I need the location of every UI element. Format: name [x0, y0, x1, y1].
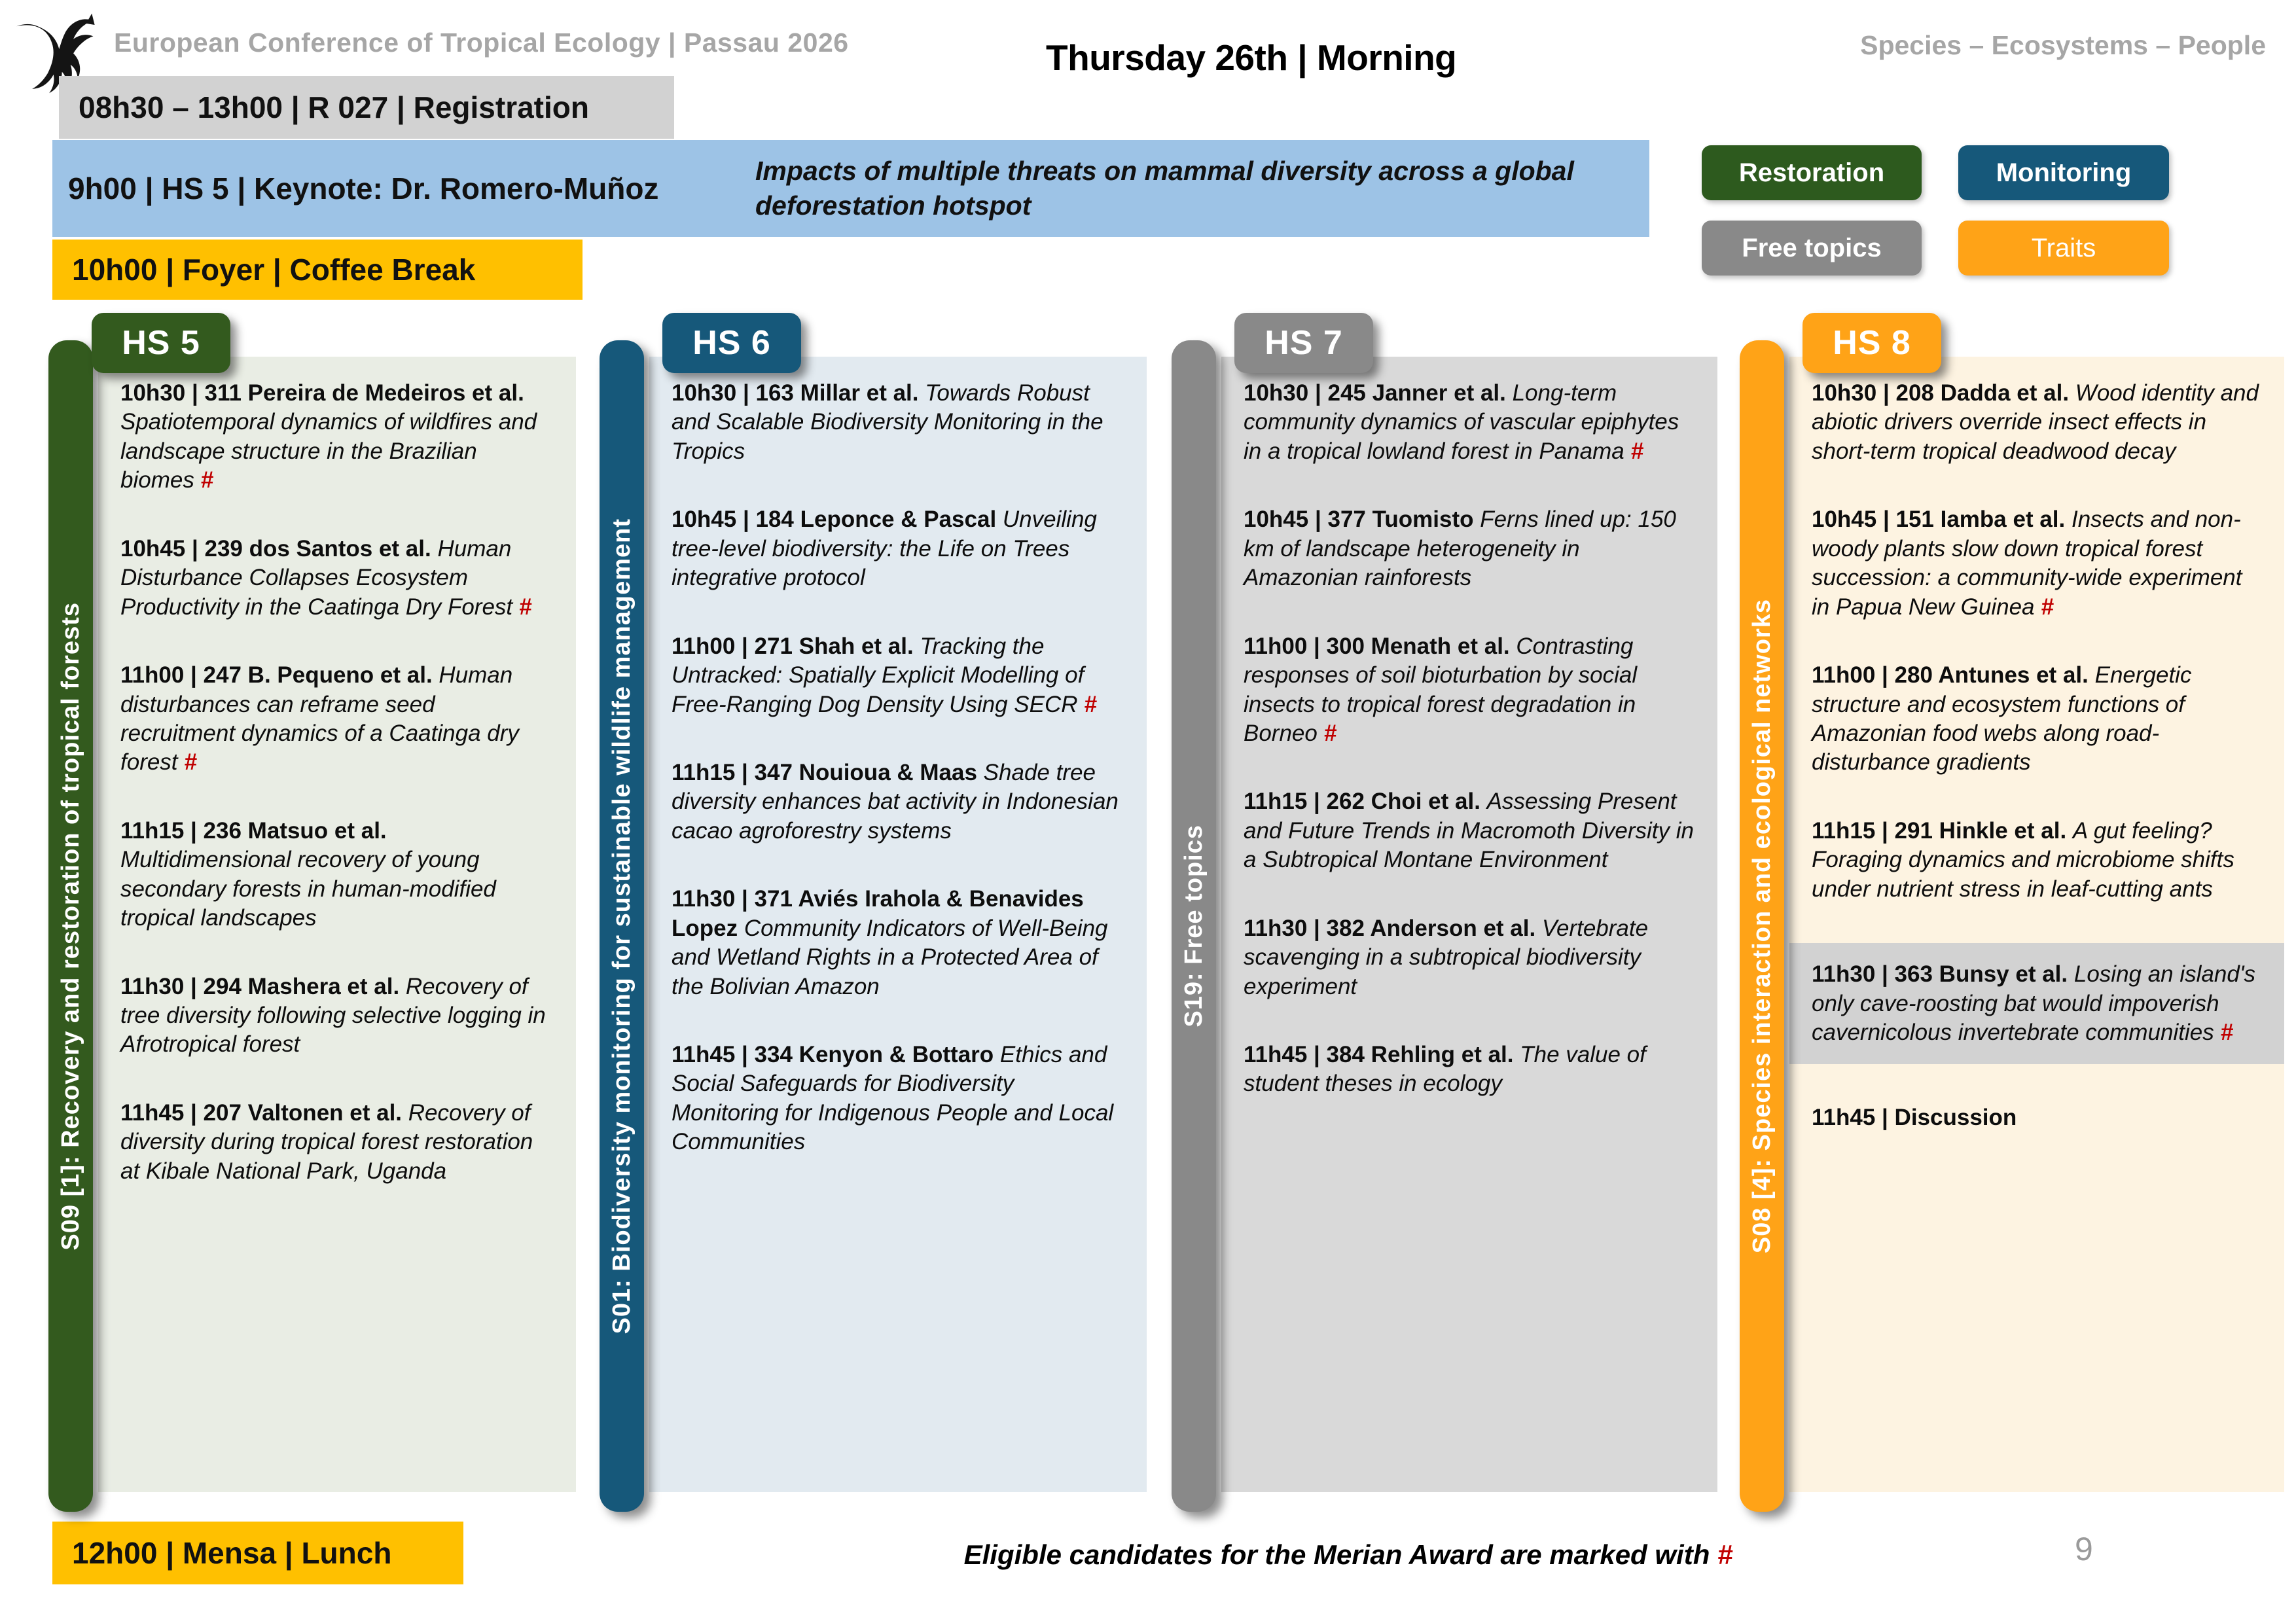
talk-time-authors: 10h45 | 151 Iamba et al.: [1812, 507, 2066, 533]
talk-title: Recovery of tree diversity following selective logging in Afrotropical forest: [120, 973, 546, 1058]
talk-title: Human Disturbance Collapses Ecosystem Productivity in the Caatinga Dry Forest: [120, 535, 513, 620]
session-sidebar-hs5: [48, 340, 93, 1512]
talk-entry: [1812, 817, 2262, 904]
award-hash-symbol: #: [1717, 1539, 1733, 1570]
talk-title: Spatiotemporal dynamics of wildfires and landscape structure in the Brazilian biomes: [120, 409, 537, 493]
talk-title: Ethics and Social Safeguards for Biodiversity Monitoring for Indigenous People and Local Communities: [672, 1042, 1114, 1155]
talk-entry: [120, 379, 554, 495]
merian-award-note: [864, 1539, 1833, 1571]
talk-title: Multidimensional recovery of young secondary forests in human-modified tropical landscapes: [120, 847, 496, 931]
room-tab-hs6: HS 6: [662, 313, 801, 373]
talk-entry: [120, 1099, 554, 1186]
talks-panel-hs6: [649, 357, 1147, 1492]
session-sidebar-hs7: [1172, 340, 1216, 1512]
talk-entry: [672, 505, 1124, 592]
page-number: 9: [2075, 1531, 2093, 1567]
talk-entry: [1789, 943, 2284, 1064]
talk-entry: [120, 972, 554, 1060]
keynote-bar: [52, 140, 1649, 237]
talk-entry: [1812, 505, 2262, 622]
merian-award-mark: #: [1077, 691, 1097, 717]
talk-time-authors: 11h45 | 384 Rehling et al.: [1244, 1042, 1514, 1067]
talk-time-authors: 11h30 | 294 Mashera et al.: [120, 973, 400, 999]
talk-time-authors: 10h45 | 377 Tuomisto: [1244, 507, 1474, 533]
talk-time-authors: 10h30 | 208 Dadda et al.: [1812, 380, 2070, 406]
talk-time-authors: 11h45 | 334 Kenyon & Bottaro: [672, 1042, 994, 1067]
talk-title: Shade tree diversity enhances bat activity in Indonesian cacao agroforestry systems: [672, 759, 1119, 844]
conference-title: European Conference of Tropical Ecology | Passau 2026: [114, 27, 849, 58]
talk-time-authors: 11h00 | 280 Antunes et al.: [1812, 662, 2089, 688]
session-label: S19: Free topics: [1179, 825, 1208, 1027]
merian-award-mark: #: [177, 749, 197, 776]
talk-title: Towards Robust and Scalable Biodiversity Monitoring in the Tropics: [672, 380, 1103, 464]
talk-time-authors: 10h45 | 184 Leponce & Pascal: [672, 507, 997, 533]
talk-title: Recovery of diversity during tropical forest restoration at Kibale National Park, Uganda: [120, 1099, 533, 1184]
talk-title: Wood identity and abiotic drivers override insect effects in short-term tropical deadwood decay: [1812, 380, 2259, 464]
session-sidebar-hs8: [1740, 340, 1784, 1512]
talk-entry: [672, 758, 1124, 846]
talk-entry: [1244, 505, 1695, 592]
talk-title: Insects and non-woody plants slow down tropical forest succession: a community-wide experiment in Papua New Guinea: [1812, 507, 2242, 620]
session-sidebar-hs6: [600, 340, 644, 1512]
coffee-break-bar: 10h00 | Foyer | Coffee Break: [52, 240, 583, 300]
legend-free-topics: Free topics: [1702, 221, 1922, 276]
talk-title: Vertebrate scavenging in a subtropical biodiversity experiment: [1244, 915, 1649, 999]
talk-entry: [672, 885, 1124, 1001]
legend-restoration: Restoration: [1702, 145, 1922, 200]
keynote-talk-title: Impacts of multiple threats on mammal diversity across a global deforestation hotspot: [755, 155, 1574, 221]
talk-title: Unveiling tree-level biodiversity: the Life on Trees integrative protocol: [672, 507, 1097, 591]
talk-time-authors: 10h30 | 311 Pereira de Medeiros et al.: [120, 380, 524, 406]
talk-entry: [1244, 787, 1695, 874]
talk-entry: [120, 661, 554, 777]
session-label: S01: Biodiversity monitoring for sustainable wildlife management: [607, 518, 636, 1334]
talk-time-authors: 11h00 | 247 B. Pequeno et al.: [120, 662, 433, 688]
session-label: S09 [1]: Recovery and restoration of tropical forests: [56, 601, 84, 1251]
talk-time-authors: 11h30 | 363 Bunsy et al.: [1812, 961, 2068, 988]
talk-title: Contrasting responses of soil bioturbation by social insects to tropical forest degradation in Borneo: [1244, 633, 1638, 746]
talk-time-authors: 11h15 | 262 Choi et al.: [1244, 789, 1480, 815]
talk-time-authors: 10h30 | 163 Millar et al.: [672, 380, 919, 406]
talk-time-authors: 11h00 | 271 Shah et al.: [672, 633, 914, 659]
talk-entry: [672, 632, 1124, 719]
session-label: S08 [4]: Species interaction and ecological networks: [1748, 598, 1776, 1254]
merian-award-mark: #: [512, 594, 532, 620]
legend-monitoring: Monitoring: [1958, 145, 2169, 200]
talk-entry: [1812, 1103, 2262, 1132]
talks-panel-hs8: [1789, 357, 2284, 1492]
talk-title: Long-term community dynamics of vascular epiphytes in a tropical lowland forest in Panama: [1244, 380, 1679, 464]
talk-entry: [1244, 632, 1695, 749]
talk-time-authors: 11h30 | 371 Aviés Irahola & Benavides Lopez: [672, 886, 1084, 941]
room-tab-hs5: HS 5: [92, 313, 230, 373]
lunch-bar: 12h00 | Mensa | Lunch: [52, 1522, 463, 1584]
keynote-label: 9h00 | HS 5 | Keynote: Dr. Romero-Muñoz: [68, 171, 659, 205]
legend-traits: Traits: [1958, 221, 2169, 276]
talk-time-authors: 11h00 | 300 Menath et al.: [1244, 633, 1510, 659]
page-title: Thursday 26th | Morning: [1046, 37, 1457, 78]
talk-title: Ferns lined up: 150 km of landscape heterogeneity in Amazonian rainforests: [1244, 507, 1676, 591]
talk-time-authors: 11h15 | 291 Hinkle et al.: [1812, 817, 2067, 844]
conference-tagline: Species – Ecosystems – People: [1860, 30, 2266, 60]
talk-entry: [1812, 661, 2262, 777]
talk-time-authors: 11h30 | 382 Anderson et al.: [1244, 915, 1536, 941]
talk-entry: [672, 1041, 1124, 1157]
merian-award-mark: #: [1317, 720, 1337, 746]
talk-entry: [1244, 379, 1695, 466]
merian-award-mark: #: [1624, 438, 1643, 464]
talk-title: Tracking the Untracked: Spatially Explicit Modelling of Free-Ranging Dog Density Using SECR: [672, 633, 1085, 717]
talk-time-authors: 11h45 | 207 Valtonen et al.: [120, 1099, 403, 1126]
room-tab-hs7: HS 7: [1234, 313, 1373, 373]
talk-entry: [1244, 914, 1695, 1001]
talks-panel-hs7: [1221, 357, 1717, 1492]
merian-award-note-text: Eligible candidates for the Merian Award are marked with: [963, 1539, 1710, 1570]
talk-title: Human disturbances can reframe seed recruitment dynamics of a Caatinga dry forest: [120, 662, 519, 776]
talk-title: Community Indicators of Well-Being and Wetland Rights in a Protected Area of the Bolivian Amazon: [672, 915, 1108, 999]
talks-panel-hs5: [98, 357, 576, 1492]
talk-entry: [120, 817, 554, 933]
talk-entry: [1812, 379, 2262, 466]
merian-award-mark: #: [194, 467, 214, 493]
talk-time-authors: 10h45 | 239 dos Santos et al.: [120, 535, 431, 562]
talk-title: Losing an island's only cave-roosting bat would impoverish cavernicolous invertebrate communities: [1812, 961, 2256, 1045]
talk-time-authors: 10h30 | 245 Janner et al.: [1244, 380, 1506, 406]
talk-time-authors: 11h45 | Discussion: [1812, 1105, 2017, 1131]
registration-bar: 08h30 – 13h00 | R 027 | Registration: [59, 76, 674, 139]
room-tab-hs8: HS 8: [1803, 313, 1941, 373]
merian-award-mark: #: [2034, 594, 2054, 620]
talk-entry: [672, 379, 1124, 466]
talk-title: Energetic structure and ecosystem functions of Amazonian food webs along road-disturbance gradients: [1812, 662, 2192, 776]
talk-time-authors: 11h15 | 347 Nouioua & Maas: [672, 759, 977, 785]
talk-title: The value of student theses in ecology: [1244, 1042, 1646, 1097]
merian-award-mark: #: [2214, 1020, 2233, 1045]
talk-title: A gut feeling? Foraging dynamics and microbiome shifts under nutrient stress in leaf-cutting ants: [1812, 817, 2234, 902]
talk-time-authors: 11h15 | 236 Matsuo et al.: [120, 817, 387, 844]
talk-title: Assessing Present and Future Trends in Macromoth Diversity in a Subtropical Montane Environment: [1244, 789, 1694, 873]
talk-entry: [1244, 1041, 1695, 1099]
talk-entry: [120, 535, 554, 622]
